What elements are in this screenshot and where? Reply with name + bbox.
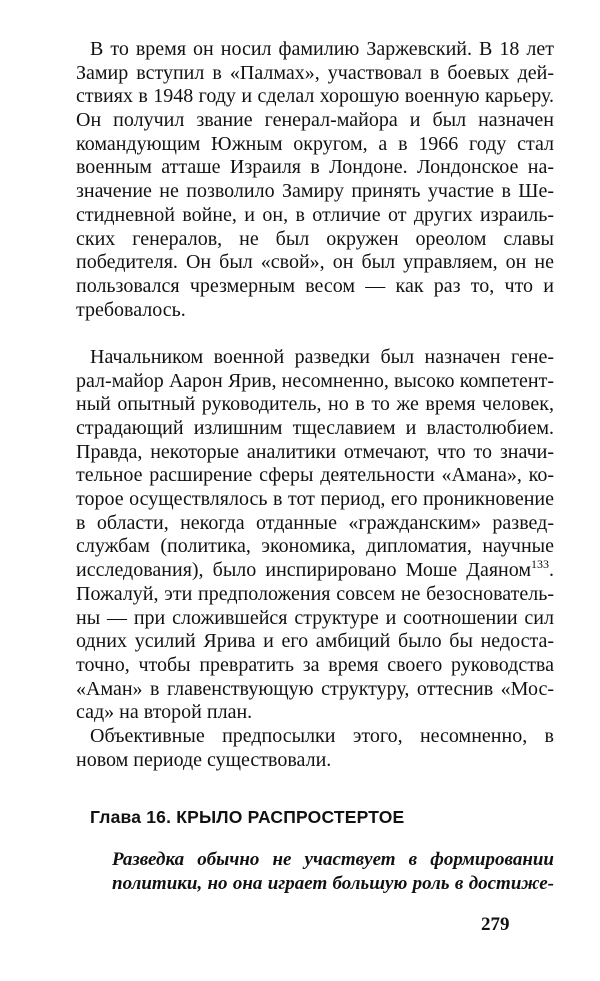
text-line: победителя. Он был «свой», он был управляем, он не	[76, 251, 554, 274]
chapter-heading: Глава 16. КРЫЛО РАСПРОСТЕРТОЕ	[90, 807, 405, 827]
text-line: тельное расширение сферы деятельности «Амана», ко-	[76, 464, 554, 487]
epigraph-line: Разведка обычно не участвует в формировании	[112, 849, 554, 870]
page-number: 279	[481, 914, 510, 935]
footnote-trailing-punctuation: .	[549, 559, 554, 582]
paragraph-gap	[76, 322, 554, 346]
footnote-reference: 133	[531, 557, 549, 572]
text-line: Пожалуй, эти предположения совсем не безоснователь-	[76, 582, 554, 605]
text-line: исследования), было инспирировано Моше Даяном	[76, 559, 531, 582]
text-line: ный опытный руководитель, но в то же время человек,	[76, 393, 554, 416]
text-line: Объективные предпосылки этого, несомненно, в	[90, 724, 554, 747]
text-line: точно, чтобы превратить за время своего руководства	[76, 653, 554, 676]
text-line: военным атташе Израиля в Лондоне. Лондонское на-	[76, 156, 554, 179]
text-line: службам (политика, экономика, дипломатия, научные	[76, 535, 554, 558]
text-line: ских генералов, не был окружен ореолом славы	[76, 227, 554, 250]
text-line: требовалось.	[76, 298, 186, 321]
text-line: ствиях в 1948 году и сделал хорошую военную карьеру.	[76, 85, 554, 108]
text-line: Он получил звание генерал-майора и был назначен	[76, 109, 554, 132]
text-line: торое осуществлялось в тот период, его проникновение	[76, 488, 554, 511]
paragraph-3	[76, 725, 554, 772]
text-line: «Аман» в главенствующую структуру, оттеснив «Мос-	[76, 677, 554, 700]
text-line: В то время он носил фамилию Заржевский. В 18 лет	[90, 38, 554, 60]
epigraph-line: политики, но она играет большую роль в достиже-	[112, 873, 554, 894]
text-line: Начальником военной разведки был назначен гене-	[90, 345, 554, 368]
body-text	[76, 38, 554, 772]
text-line: командующим Южным округом, а в 1966 году стал	[76, 132, 554, 155]
text-line: Замир вступил в «Палмах», участвовал в боевых дей-	[76, 61, 554, 84]
epigraph	[112, 848, 554, 896]
text-line: пользовался чрезмерным весом — как раз то, что и	[76, 274, 554, 297]
text-line: ны — при сложившейся структуре и соотношении сил	[76, 606, 554, 629]
text-line-with-footnote	[76, 559, 554, 583]
text-line: страдающий излишним тщеславием и властолюбием.	[76, 417, 554, 439]
text-line: значение не позволило Замиру принять участие в Ше-	[76, 180, 554, 203]
text-line: Правда, некоторые аналитики отмечают, что то значи-	[76, 440, 554, 463]
paragraph-1	[76, 38, 554, 322]
text-line: сад» на второй план.	[76, 701, 253, 724]
text-line: одних усилий Ярива и его амбиций было бы недоста-	[76, 630, 554, 653]
text-line: новом периоде существовали.	[76, 748, 332, 771]
text-line: рал-майор Аарон Ярив, несомненно, высоко компетент-	[76, 369, 554, 392]
text-line: стидневной войне, и он, в отличие от других израиль-	[76, 203, 554, 226]
paragraph-2	[76, 346, 554, 725]
text-line: в области, некогда отданные «гражданским» развед-	[76, 511, 554, 534]
